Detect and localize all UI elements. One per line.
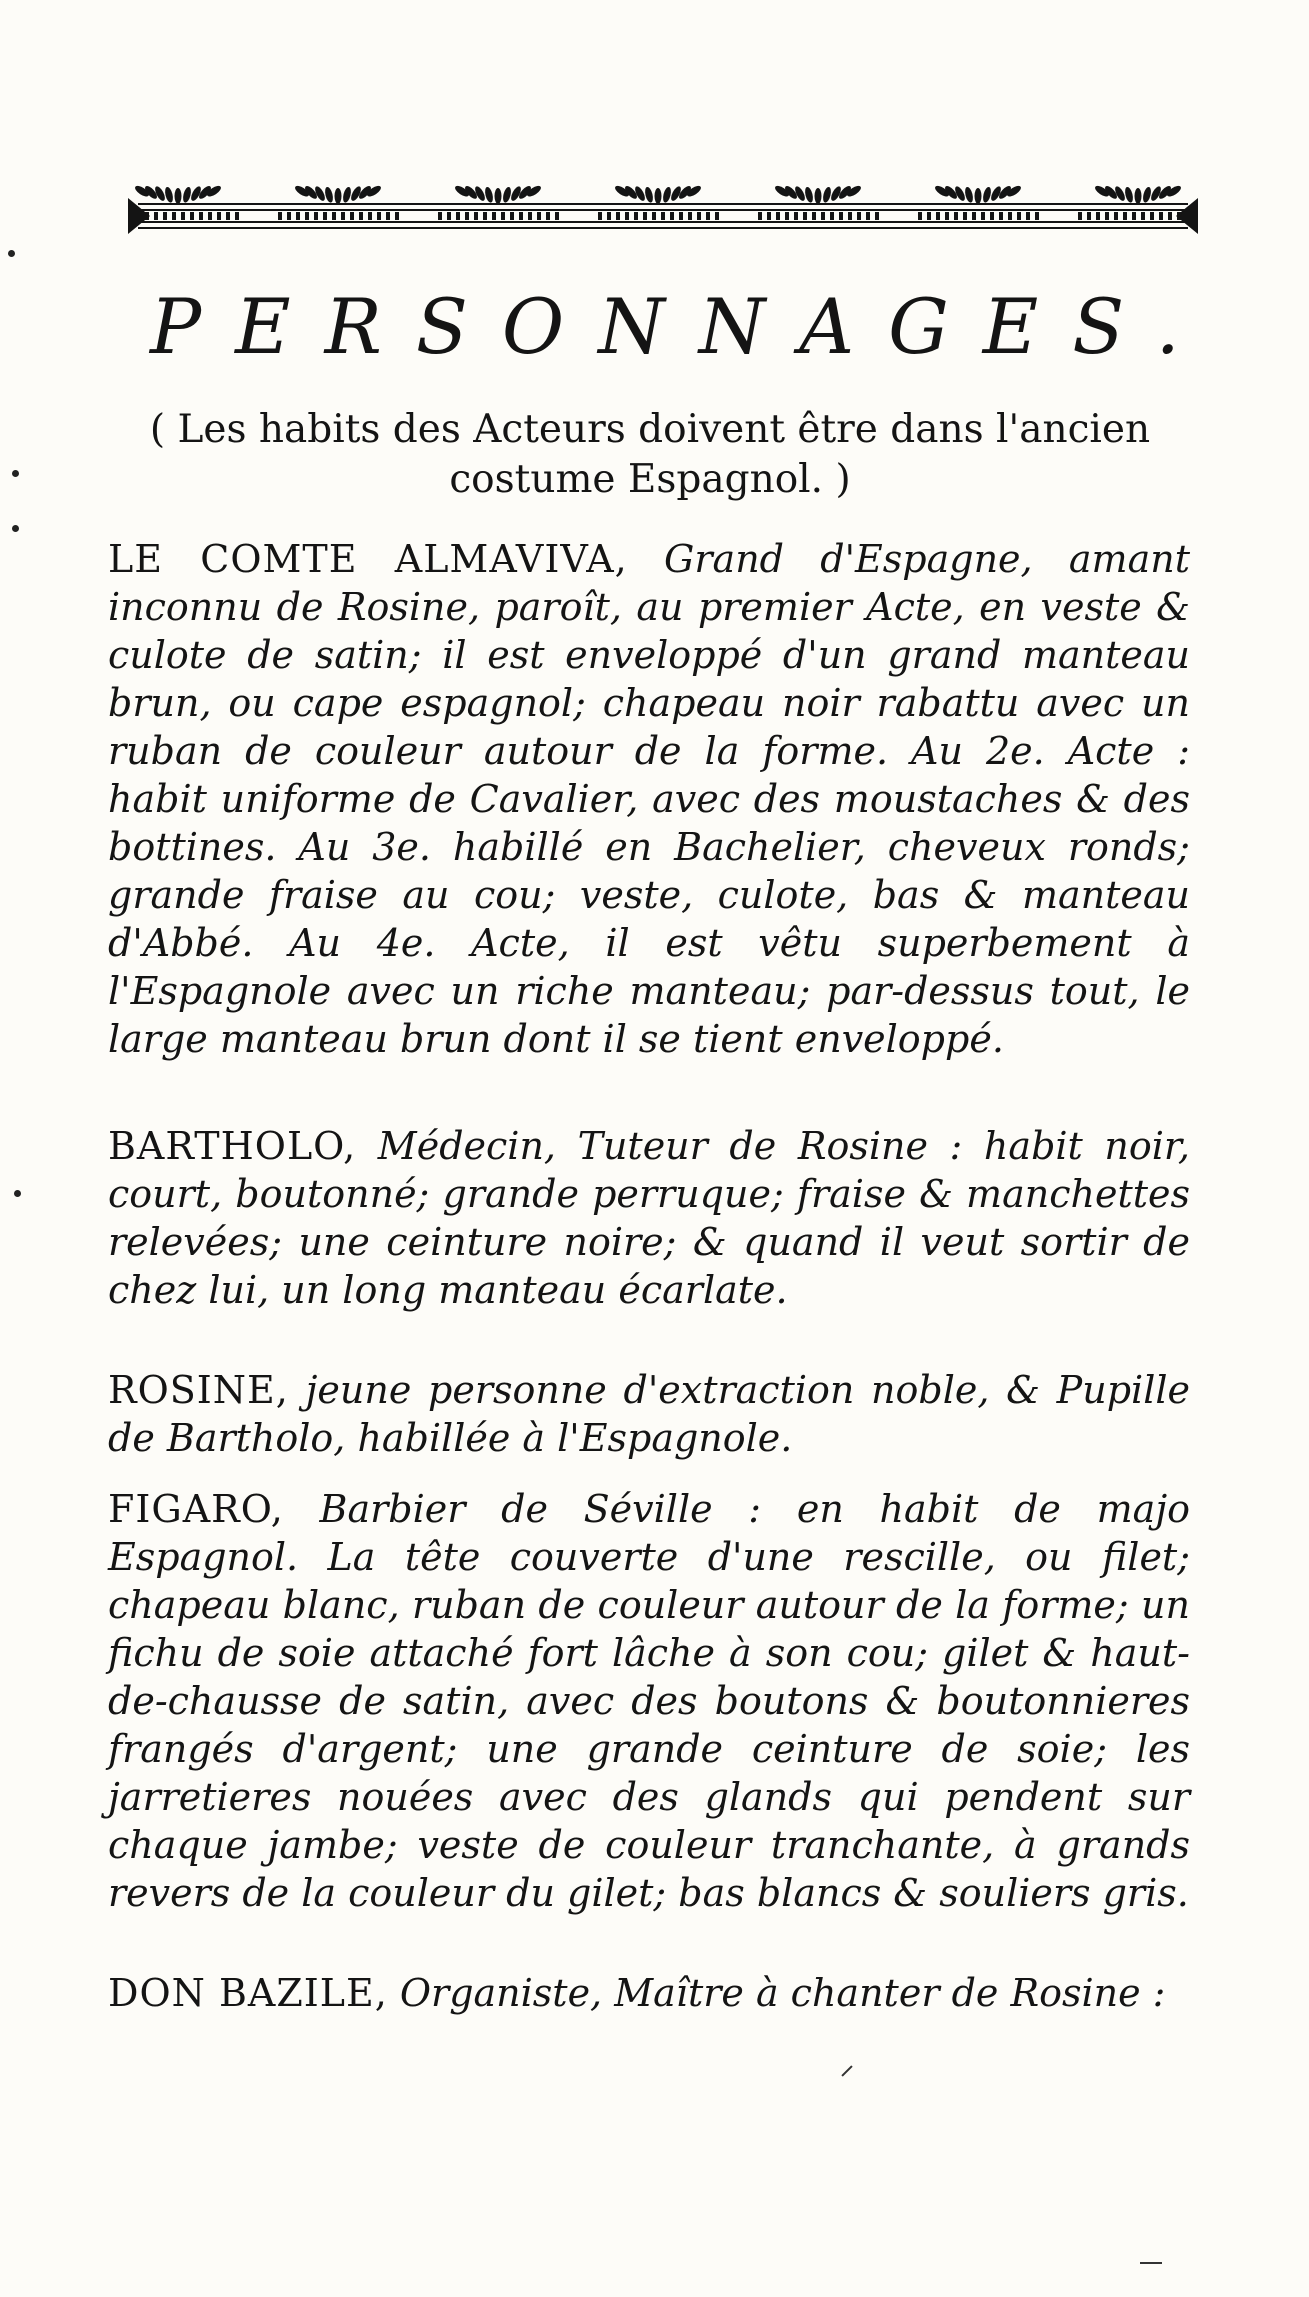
garland-tick (866, 212, 870, 220)
garland-tick (555, 212, 559, 220)
garland-tick (528, 212, 532, 220)
garland-tick (1096, 212, 1100, 220)
garland-tick (1123, 212, 1127, 220)
laurel-leaf (484, 186, 495, 203)
garland-tick (350, 212, 354, 220)
garland-tick (1026, 212, 1030, 220)
garland-tick (715, 212, 719, 220)
scan-speck (12, 470, 19, 477)
character-entry (108, 1969, 1190, 2017)
laurel-leaf (324, 186, 335, 203)
garland-tick (314, 212, 318, 220)
laurel-leaf (175, 188, 182, 204)
character-name: FIGARO, (108, 1487, 284, 1531)
garland-tick (235, 212, 239, 220)
garland-tick (537, 212, 541, 220)
character-name: BARTHOLO, (108, 1124, 357, 1168)
garland-tick (794, 212, 798, 220)
garland-tick (172, 212, 176, 220)
garland-tick (217, 212, 221, 220)
character-name: LE COMTE ALMAVIVA, (108, 537, 628, 581)
garland-tick (643, 212, 647, 220)
garland-tick (181, 212, 185, 220)
garland-tick (501, 212, 505, 220)
scan-speck (841, 2065, 852, 2076)
laurel-leaf (982, 186, 993, 203)
garland-tick (465, 212, 469, 220)
garland-tick (839, 212, 843, 220)
garland-tick (1141, 212, 1145, 220)
garland-tick (208, 212, 212, 220)
garland-tick (1150, 212, 1154, 220)
garland-tick (972, 212, 976, 220)
garland-tick (474, 212, 478, 220)
garland-tick (1008, 212, 1012, 220)
garland-tick (546, 212, 550, 220)
garland-tick (776, 212, 780, 220)
garland-tick (483, 212, 487, 220)
scan-speck (1140, 2262, 1162, 2264)
garland-tick (154, 212, 158, 220)
laurel-leaf (644, 186, 655, 203)
garland-tick (519, 212, 523, 220)
laurel-leaf (655, 188, 662, 204)
garland-tick (688, 212, 692, 220)
garland-tick (670, 212, 674, 220)
garland-tick (1168, 212, 1172, 220)
garland-tick (305, 212, 309, 220)
character-description: jeune personne d'extraction noble, & Pupille de Bartholo, habillée à l'Espagnole. (108, 1368, 1190, 1460)
scan-speck (8, 250, 15, 257)
garland-tick (296, 212, 300, 220)
garland-tick (945, 212, 949, 220)
garland-tick (785, 212, 789, 220)
garland-tick (598, 212, 602, 220)
garland-tick (1105, 212, 1109, 220)
page-title: PERSONNAGES. (150, 282, 1214, 371)
scan-speck (14, 1190, 21, 1197)
garland-tick (1087, 212, 1091, 220)
garland-tick (625, 212, 629, 220)
laurel-leaf (975, 188, 982, 204)
scan-speck (12, 525, 19, 532)
garland-tick (395, 212, 399, 220)
laurel-leaf (182, 186, 193, 203)
garland-tick (706, 212, 710, 220)
garland-tick (848, 212, 852, 220)
garland-tick (679, 212, 683, 220)
character-name: ROSINE, (108, 1368, 289, 1412)
garland-tick (1132, 212, 1136, 220)
laurel-leaf (964, 186, 975, 203)
character-name: DON BAZILE, (108, 1971, 388, 2015)
garland-tick (447, 212, 451, 220)
garland-tick (936, 212, 940, 220)
garland-tick (359, 212, 363, 220)
garland-tick (492, 212, 496, 220)
garland-tick (386, 212, 390, 220)
character-description: Barbier de Séville : en habit de majo Espagnol. La tête couverte d'une rescille, ou filet; chapeau blanc, ruban de couleur autour de la forme; un fichu de soie attaché fort lâche à son cou; gilet & haut-de-chausse de satin, avec des boutons & boutonnieres frangés d'argent; une grande ceinture de soie; les jarretieres nouées avec des glands qui pendent sur chaque jambe; veste de couleur tranchante, à grands revers de la couleur du gilet; bas blancs & souliers gris. (108, 1487, 1190, 1915)
character-description: Organiste, Maître à chanter de Rosine : (387, 1971, 1166, 2015)
laurel-leaf (1135, 188, 1142, 204)
garland-tick (981, 212, 985, 220)
laurel-leaf (804, 186, 815, 203)
laurel-garland-ornament (128, 178, 1198, 248)
garland-tick (607, 212, 611, 220)
laurel-leaf (822, 186, 833, 203)
laurel-leaf (662, 186, 673, 203)
character-entry (108, 1122, 1190, 1314)
laurel-leaf (1124, 186, 1135, 203)
garland-tick (963, 212, 967, 220)
garland-tick (990, 212, 994, 220)
garland-tick (1078, 212, 1082, 220)
garland-tick (803, 212, 807, 220)
garland-tick (190, 212, 194, 220)
character-entry (108, 1366, 1190, 1462)
garland-tick (652, 212, 656, 220)
garland-tick (368, 212, 372, 220)
garland-tick (758, 212, 762, 220)
garland-tick (341, 212, 345, 220)
garland-tick (377, 212, 381, 220)
laurel-leaf (1142, 186, 1153, 203)
garland-tick (438, 212, 442, 220)
laurel-leaf (164, 186, 175, 203)
garland-tick (287, 212, 291, 220)
character-description: Grand d'Espagne, amant inconnu de Rosine, paroît, au premier Acte, en veste & culote de satin; il est enveloppé d'un grand manteau brun, ou cape espagnol; chapeau noir rabattu avec un ruban de couleur autour de la forme. Au 2e. Acte : habit uniforme de Cavalier, avec des moustaches & des bottines. Au 3e. habillé en Bachelier, cheveux ronds; grande fraise au cou; veste, culote, bas & manteau d'Abbé. Au 4e. Acte, il est vêtu superbement à l'Espagnole avec un riche manteau; par-dessus tout, le large manteau brun dont il se tient enveloppé. (108, 537, 1190, 1061)
garland-tick (1035, 212, 1039, 220)
laurel-leaf (495, 188, 502, 204)
garland-tick (278, 212, 282, 220)
garland-tick (954, 212, 958, 220)
garland-tick (1159, 212, 1163, 220)
garland-tick (830, 212, 834, 220)
character-entry (108, 535, 1190, 1063)
garland-tick (456, 212, 460, 220)
garland-tick (661, 212, 665, 220)
garland-tick (616, 212, 620, 220)
laurel-leaf (502, 186, 513, 203)
laurel-leaf (342, 186, 353, 203)
garland-tick (323, 212, 327, 220)
garland-tick (199, 212, 203, 220)
laurel-leaf (815, 188, 822, 204)
garland-tick (999, 212, 1003, 220)
garland-tick (875, 212, 879, 220)
garland-tick (857, 212, 861, 220)
garland-tick (697, 212, 701, 220)
garland-tick (767, 212, 771, 220)
garland-tick (1114, 212, 1118, 220)
costume-note: ( Les habits des Acteurs doivent être dans l'ancien costume Espagnol. ) (149, 407, 1151, 502)
laurel-leaf (335, 188, 342, 204)
garland-tick (1017, 212, 1021, 220)
garland-tick (918, 212, 922, 220)
garland-tick (163, 212, 167, 220)
garland-tick (821, 212, 825, 220)
garland-tick (634, 212, 638, 220)
garland-tick (812, 212, 816, 220)
garland-tick (226, 212, 230, 220)
garland-tick (510, 212, 514, 220)
character-description: Médecin, Tuteur de Rosine : habit noir, court, boutonné; grande perruque; fraise & manchettes relevées; une ceinture noire; & quand il veut sortir de chez lui, un long manteau écarlate. (108, 1124, 1190, 1312)
garland-tick (332, 212, 336, 220)
character-entry (108, 1485, 1190, 1917)
garland-tick (927, 212, 931, 220)
